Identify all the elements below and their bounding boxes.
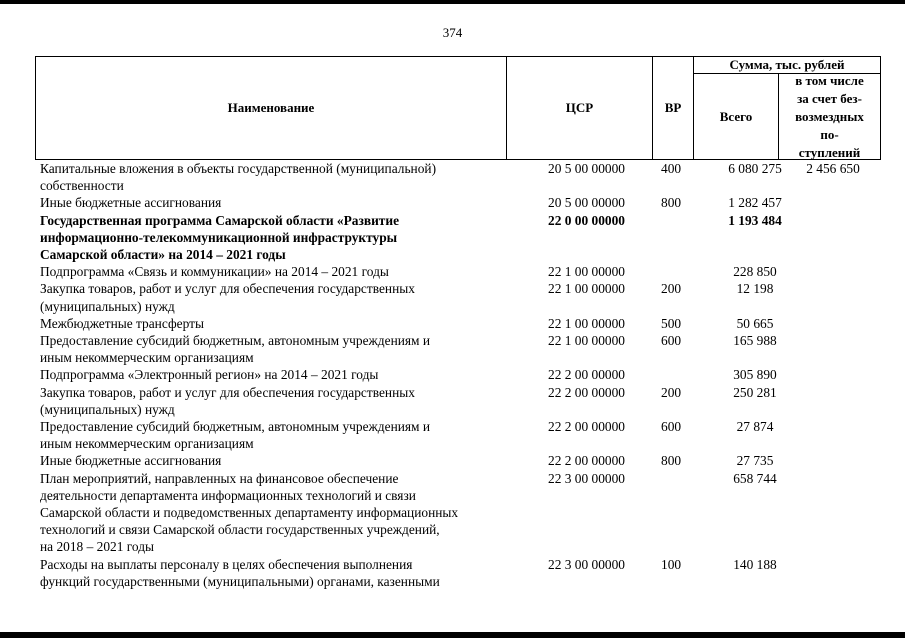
row-name-line: функций государственными (муниципальными) органами, казенными [40,573,440,589]
header-gratuitous-line: в том числе [795,72,864,88]
row-name-line: Закупка товаров, работ и услуг для обеспечения государственных [40,281,415,297]
row-vr: 600 [661,333,682,349]
row-name [40,280,514,314]
row-csr: 22 1 00 00000 [548,315,625,331]
row-name-line: Предоставление субсидий бюджетным, автономным учреждениям и [40,333,431,349]
header-gratuitous-line: за счет без- [797,90,862,106]
header-gratuitous [779,74,880,159]
row-total: 140 188 [733,556,777,572]
table-row [40,194,880,211]
table-row [40,384,880,418]
row-name [40,332,514,366]
row-total: 305 890 [733,367,777,383]
row-csr: 22 2 00 00000 [548,419,625,435]
header-gratuitous-line: ступлений [798,144,861,160]
row-name-line: Предоставление субсидий бюджетным, автономным учреждениям и [40,419,431,435]
row-total: 12 198 [736,281,774,297]
row-vr: 100 [661,556,682,572]
header-right-rule [880,56,881,160]
row-name-line: Закупка товаров, работ и услуг для обеспечения государственных [40,384,415,400]
table-row [40,280,880,314]
row-name-line: Самарской области и подведомственных департаменту информационных [40,505,459,521]
header-total: Всего [719,108,753,124]
row-vr: 200 [661,384,682,400]
row-name [40,470,514,556]
header-amount-group: Сумма, тыс. рублей [729,56,845,72]
table-row [40,160,880,194]
row-csr: 22 3 00 00000 [548,470,625,486]
row-name [40,194,514,211]
row-total: 165 988 [733,333,777,349]
header-gratuitous-line: возмездных [795,108,864,124]
row-name-line: технологий и связи Самарской области государственных учреждений, [40,522,440,538]
row-name [40,366,514,383]
header-csr: ЦСР [565,99,594,115]
row-csr: 22 0 00 00000 [548,212,625,228]
table-row [40,366,880,383]
row-name-line: Иные бюджетные ассигнования [40,195,222,211]
table-row [40,332,880,366]
row-vr: 400 [661,161,682,176]
row-name-line: Иные бюджетные ассигнования [40,453,222,469]
table-row [40,418,880,452]
row-name-line: собственности [40,178,124,194]
row-name-line: Подпрограмма «Электронный регион» на 2014 – 2021 годы [40,367,379,383]
row-csr: 22 1 00 00000 [548,281,625,297]
row-name [40,160,514,194]
row-name-line: деятельности департамента информационных технологий и связи [40,487,416,503]
row-vr: 800 [661,195,682,211]
row-name-line: Государственная программа Самарской области «Развитие [40,212,400,228]
table-row [40,315,880,332]
row-vr: 800 [661,453,682,469]
row-gratuitous: 2 456 650 [806,161,860,176]
row-name-line: План мероприятий, направленных на финансовое обеспечение [40,470,399,486]
row-name-line: информационно-телекоммуникационной инфраструктуры [40,229,398,245]
row-total: 1 282 457 [728,195,782,211]
row-name-line: иным некоммерческим организациям [40,350,254,366]
table-row [40,470,880,556]
table-header [35,56,881,160]
row-name-line: Капитальные вложения в объекты государственной (муниципальной) [40,161,437,176]
row-name-line: на 2018 – 2021 годы [40,539,155,555]
row-vr: 500 [661,315,682,331]
row-name [40,556,514,590]
row-total: 6 080 275 [728,161,782,176]
table-row [40,452,880,469]
row-total: 27 874 [736,419,774,435]
header-vr: ВР [664,99,682,115]
table-row [40,556,880,590]
row-csr: 22 2 00 00000 [548,384,625,400]
row-name [40,212,514,264]
row-vr: 200 [661,281,682,297]
row-total: 250 281 [733,384,777,400]
row-csr: 22 1 00 00000 [548,333,625,349]
row-name-line: Самарской области» на 2014 – 2021 годы [40,247,286,263]
row-name-line: Межбюджетные трансферты [40,315,204,331]
row-vr: 600 [661,419,682,435]
row-name [40,418,514,452]
row-name [40,452,514,469]
row-name-line: Подпрограмма «Связь и коммуникации» на 2014 – 2021 годы [40,264,389,280]
header-gratuitous-line: по- [820,126,839,142]
bottom-border [0,632,905,638]
row-name [40,315,514,332]
row-name-line: (муниципальных) нужд [40,401,175,417]
table-row [40,212,880,264]
row-csr: 20 5 00 00000 [548,195,625,211]
row-csr: 22 3 00 00000 [548,556,625,572]
header-name: Наименование [227,99,315,115]
row-total: 1 193 484 [728,212,782,228]
table-row [40,263,880,280]
top-border [0,0,905,4]
page-number: 374 [442,25,463,40]
row-name-line: иным некоммерческим организациям [40,436,254,452]
row-csr: 20 5 00 00000 [548,161,625,176]
row-csr: 22 2 00 00000 [548,453,625,469]
row-name [40,384,514,418]
row-name-line: Расходы на выплаты персоналу в целях обеспечения выполнения [40,556,413,572]
row-total: 50 665 [736,315,774,331]
row-csr: 22 1 00 00000 [548,264,625,280]
table-body [40,160,880,590]
row-name [40,263,514,280]
row-csr: 22 2 00 00000 [548,367,625,383]
row-total: 27 735 [736,453,774,469]
row-total: 658 744 [733,470,777,486]
row-total: 228 850 [733,264,777,280]
row-name-line: (муниципальных) нужд [40,298,175,314]
